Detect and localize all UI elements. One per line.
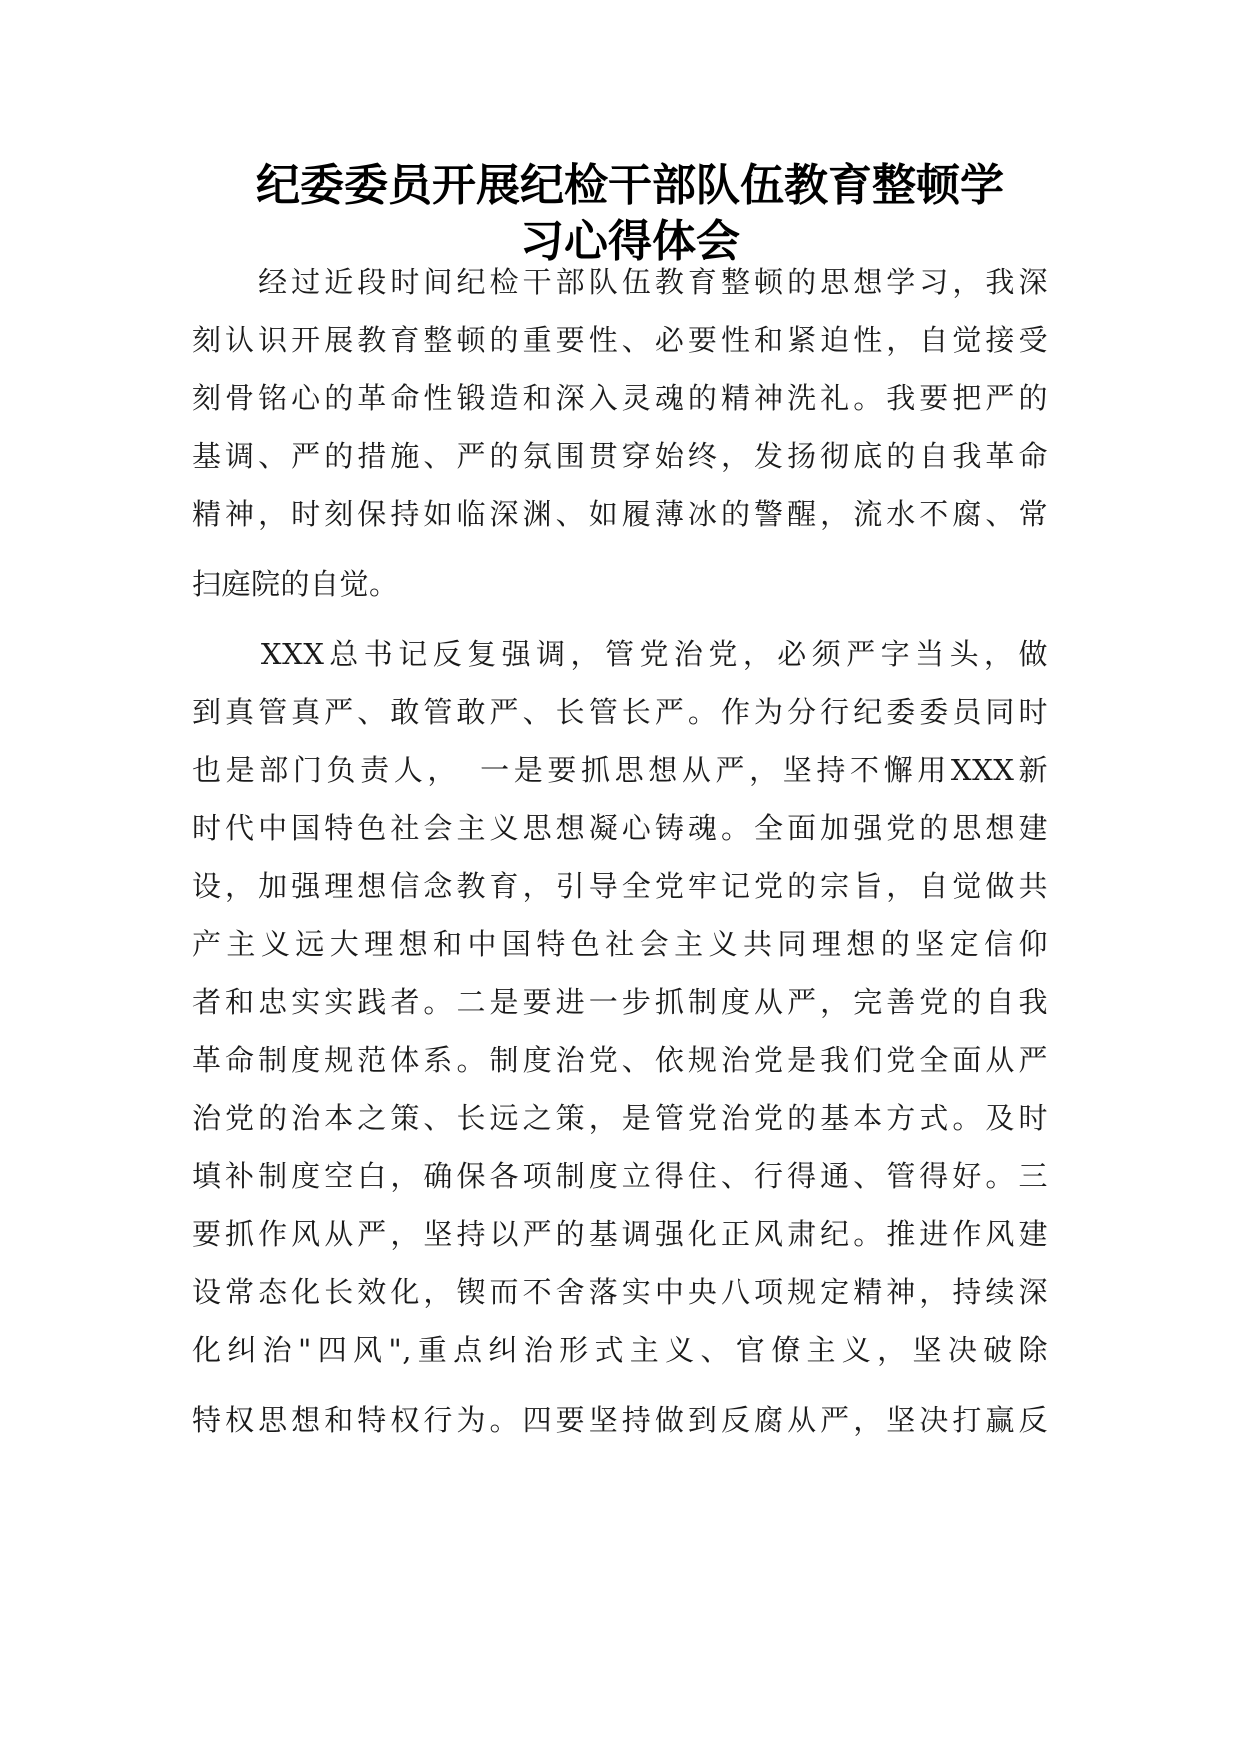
- paragraph-line: 经过近段时间纪检干部队伍教育整顿的思想学习，我深: [192, 265, 1048, 299]
- paragraph-line: 到真管真严、敢管敢严、长管长严。作为分行纪委委员同时: [192, 695, 1048, 729]
- paragraph-line: 扫庭院的自觉。: [192, 567, 399, 601]
- paragraph-line: 刻认识开展教育整顿的重要性、必要性和紧迫性，自觉接受: [192, 323, 1048, 357]
- paragraph-line: 时代中国特色社会主义思想凝心铸魂。全面加强党的思想建: [192, 811, 1048, 845]
- paragraph-line: 刻骨铭心的革命性锻造和深入灵魂的精神洗礼。我要把严的: [192, 381, 1048, 415]
- paragraph-line: XXX总书记反复强调，管党治党，必须严字当头，做: [192, 637, 1048, 671]
- paragraph-line: 设常态化长效化，锲而不舍落实中央八项规定精神，持续深: [192, 1275, 1048, 1309]
- paragraph-line: 治党的治本之策、长远之策，是管党治党的基本方式。及时: [192, 1101, 1048, 1135]
- document-body: [192, 253, 1048, 1449]
- paragraph-line: 要抓作风从严，坚持以严的基调强化正风肃纪。推进作风建: [192, 1217, 1048, 1251]
- paragraph-line: 设，加强理想信念教育，引导全党牢记党的宗旨，自觉做共: [192, 869, 1048, 903]
- paragraph-line: 填补制度空白，确保各项制度立得住、行得通、管得好。三: [192, 1159, 1048, 1193]
- paragraph-line: 也是部门负责人， 一是要抓思想从严，坚持不懈用XXX新: [192, 753, 1048, 787]
- paragraph-line: 基调、严的措施、严的氛围贯穿始终，发扬彻底的自我革命: [192, 439, 1048, 473]
- paragraph-line: 特权思想和特权行为。四要坚持做到反腐从严，坚决打赢反: [192, 1403, 1048, 1437]
- paragraph-line: 革命制度规范体系。制度治党、依规治党是我们党全面从严: [192, 1043, 1048, 1077]
- paragraph-line: 产主义远大理想和中国特色社会主义共同理想的坚定信仰: [192, 927, 1048, 961]
- title-line-2: 习心得体会: [520, 216, 740, 267]
- paragraph-line: 者和忠实实践者。二是要进一步抓制度从严，完善党的自我: [192, 985, 1048, 1019]
- paragraph-line: 化纠治"四风",重点纠治形式主义、官僚主义，坚决破除: [192, 1333, 1048, 1367]
- paragraph-line: 精神，时刻保持如临深渊、如履薄冰的警醒，流水不腐、常: [192, 497, 1048, 531]
- paragraph-1: [192, 253, 1048, 613]
- paragraph-2: [192, 625, 1048, 1449]
- title-line-1: 纪委委员开展纪检干部队伍教育整顿学: [256, 160, 1004, 211]
